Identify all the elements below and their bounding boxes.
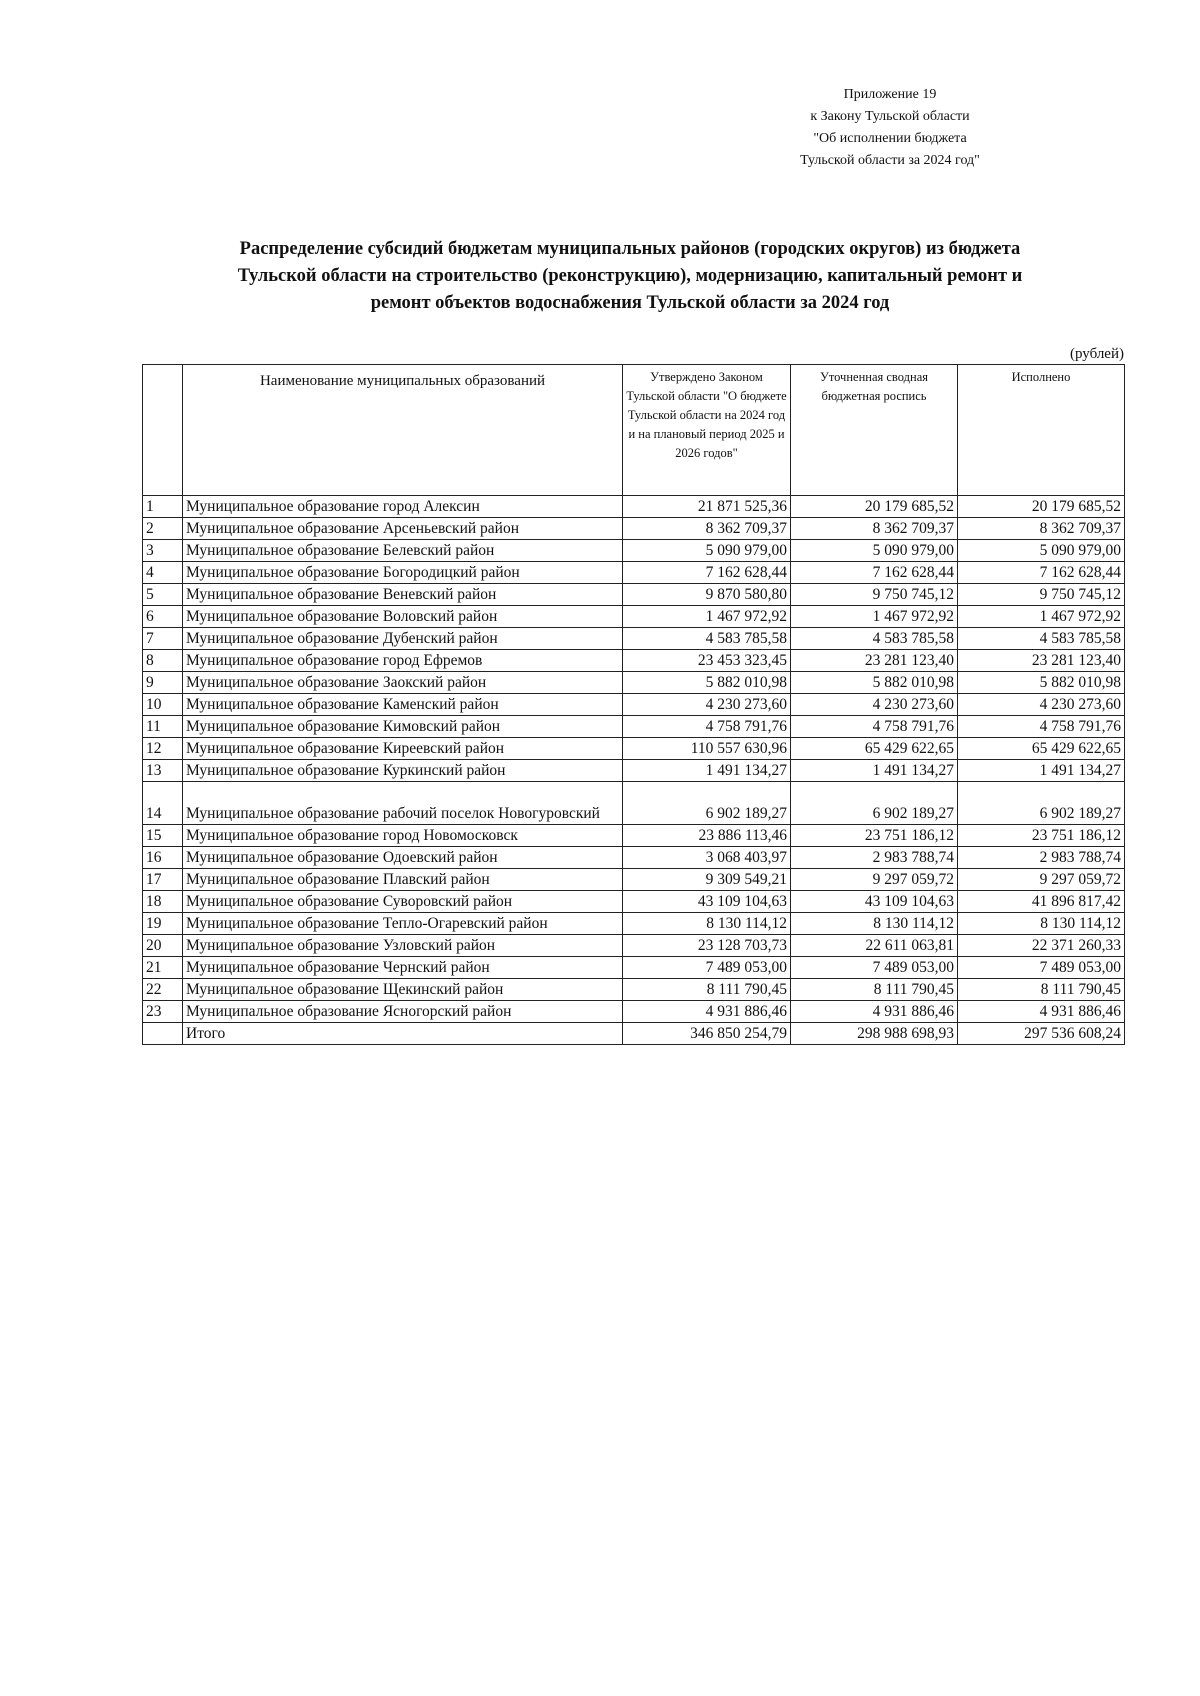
cell-approved: 8 130 114,12 (623, 913, 791, 935)
cell-name: Муниципальное образование Воловский район (183, 606, 623, 628)
cell-refined: 6 902 189,27 (791, 782, 958, 825)
cell-approved: 3 068 403,97 (623, 847, 791, 869)
cell-refined: 23 281 123,40 (791, 650, 958, 672)
table-row (143, 760, 1125, 782)
cell-approved: 6 902 189,27 (623, 782, 791, 825)
cell-executed: 1 467 972,92 (958, 606, 1125, 628)
cell-refined: 1 467 972,92 (791, 606, 958, 628)
cell-approved: 8 362 709,37 (623, 518, 791, 540)
table-row (143, 584, 1125, 606)
cell-approved: 8 111 790,45 (623, 979, 791, 1001)
cell-approved: 110 557 630,96 (623, 738, 791, 760)
header-num (143, 365, 183, 496)
cell-num: 9 (143, 672, 183, 694)
cell-refined: 4 758 791,76 (791, 716, 958, 738)
cell-name: Муниципальное образование Суворовский район (183, 891, 623, 913)
table-row (143, 891, 1125, 913)
header-approved: Утверждено Законом Тульской области "О бюджете Тульской области на 2024 год и на плановый период 2025 и 2026 годов" (623, 365, 791, 496)
cell-num: 4 (143, 562, 183, 584)
cell-refined: 1 491 134,27 (791, 760, 958, 782)
cell-executed: 23 751 186,12 (958, 825, 1125, 847)
cell-approved: 1 491 134,27 (623, 760, 791, 782)
cell-name: Муниципальное образование Кимовский район (183, 716, 623, 738)
table-row (143, 738, 1125, 760)
cell-approved: 23 886 113,46 (623, 825, 791, 847)
cell-num: 6 (143, 606, 183, 628)
cell-name: Муниципальное образование Дубенский район (183, 628, 623, 650)
table-row (143, 628, 1125, 650)
cell-refined: 2 983 788,74 (791, 847, 958, 869)
cell-approved: 43 109 104,63 (623, 891, 791, 913)
table-body (143, 496, 1125, 1045)
cell-num: 17 (143, 869, 183, 891)
cell-executed: 5 090 979,00 (958, 540, 1125, 562)
cell-approved: 5 090 979,00 (623, 540, 791, 562)
cell-refined: 4 931 886,46 (791, 1001, 958, 1023)
cell-name: Муниципальное образование Каменский район (183, 694, 623, 716)
cell-refined: 4 230 273,60 (791, 694, 958, 716)
cell-name: Муниципальное образование Богородицкий район (183, 562, 623, 584)
cell-executed: 41 896 817,42 (958, 891, 1125, 913)
cell-name: Муниципальное образование Чернский район (183, 957, 623, 979)
cell-refined: 8 130 114,12 (791, 913, 958, 935)
table-row (143, 847, 1125, 869)
cell-refined: 23 751 186,12 (791, 825, 958, 847)
cell-executed: 7 162 628,44 (958, 562, 1125, 584)
table-row (143, 694, 1125, 716)
table-row (143, 518, 1125, 540)
table-row (143, 913, 1125, 935)
title-line: ремонт объектов водоснабжения Тульской области за 2024 год (370, 293, 890, 313)
table-row (143, 782, 1125, 825)
table-row (143, 672, 1125, 694)
cell-approved: 7 162 628,44 (623, 562, 791, 584)
cell-name: Муниципальное образование Плавский район (183, 869, 623, 891)
cell-refined: 4 583 785,58 (791, 628, 958, 650)
cell-name: Муниципальное образование город Ефремов (183, 650, 623, 672)
cell-num: 23 (143, 1001, 183, 1023)
cell-refined: 8 111 790,45 (791, 979, 958, 1001)
cell-num (143, 1023, 183, 1045)
appendix-line: к Закону Тульской области (810, 109, 970, 124)
table-row (143, 935, 1125, 957)
subsidy-table (142, 364, 1125, 1045)
cell-approved: 23 128 703,73 (623, 935, 791, 957)
cell-approved: 346 850 254,79 (623, 1023, 791, 1045)
appendix-line: Приложение 19 (843, 87, 937, 102)
cell-approved: 21 871 525,36 (623, 496, 791, 518)
units-label: (рублей) (1069, 346, 1124, 362)
cell-refined: 9 750 745,12 (791, 584, 958, 606)
cell-name: Муниципальное образование Узловский район (183, 935, 623, 957)
cell-approved: 23 453 323,45 (623, 650, 791, 672)
cell-num: 14 (143, 782, 183, 825)
cell-executed: 8 130 114,12 (958, 913, 1125, 935)
cell-name: Муниципальное образование Заокский район (183, 672, 623, 694)
cell-num: 18 (143, 891, 183, 913)
cell-approved: 4 583 785,58 (623, 628, 791, 650)
cell-executed: 1 491 134,27 (958, 760, 1125, 782)
table-row (143, 869, 1125, 891)
cell-refined: 5 090 979,00 (791, 540, 958, 562)
cell-name: Муниципальное образование Белевский район (183, 540, 623, 562)
cell-num: 13 (143, 760, 183, 782)
title-line: Тульской области на строительство (реконструкцию), модернизацию, капитальный ремонт и (237, 266, 1023, 286)
table-row (143, 606, 1125, 628)
cell-num: 8 (143, 650, 183, 672)
cell-refined: 20 179 685,52 (791, 496, 958, 518)
cell-executed: 9 750 745,12 (958, 584, 1125, 606)
table-row (143, 562, 1125, 584)
header-executed: Исполнено (958, 365, 1125, 496)
table-row (143, 540, 1125, 562)
cell-refined: 43 109 104,63 (791, 891, 958, 913)
cell-num: 20 (143, 935, 183, 957)
appendix-line: "Об исполнении бюджета (813, 131, 967, 146)
cell-executed: 4 230 273,60 (958, 694, 1125, 716)
cell-approved: 5 882 010,98 (623, 672, 791, 694)
cell-executed: 5 882 010,98 (958, 672, 1125, 694)
cell-name: Муниципальное образование Киреевский район (183, 738, 623, 760)
cell-approved: 4 230 273,60 (623, 694, 791, 716)
table-row (143, 1001, 1125, 1023)
document-title (150, 236, 1110, 317)
cell-name: Муниципальное образование Ясногорский район (183, 1001, 623, 1023)
cell-name: Муниципальное образование Щекинский район (183, 979, 623, 1001)
cell-num: 11 (143, 716, 183, 738)
cell-approved: 4 758 791,76 (623, 716, 791, 738)
cell-num: 22 (143, 979, 183, 1001)
cell-num: 16 (143, 847, 183, 869)
cell-refined: 8 362 709,37 (791, 518, 958, 540)
cell-name: Муниципальное образование Веневский район (183, 584, 623, 606)
appendix-line: Тульской области за 2024 год" (800, 153, 980, 168)
cell-refined: 7 489 053,00 (791, 957, 958, 979)
table-row (143, 957, 1125, 979)
cell-executed: 2 983 788,74 (958, 847, 1125, 869)
cell-refined: 7 162 628,44 (791, 562, 958, 584)
cell-approved: 9 870 580,80 (623, 584, 791, 606)
cell-name: Муниципальное образование Арсеньевский район (183, 518, 623, 540)
cell-approved: 1 467 972,92 (623, 606, 791, 628)
cell-executed: 4 758 791,76 (958, 716, 1125, 738)
table-row (143, 496, 1125, 518)
cell-executed: 297 536 608,24 (958, 1023, 1125, 1045)
cell-name: Муниципальное образование город Алексин (183, 496, 623, 518)
cell-executed: 8 362 709,37 (958, 518, 1125, 540)
cell-executed: 22 371 260,33 (958, 935, 1125, 957)
header-refined: Уточненная сводная бюджетная роспись (791, 365, 958, 496)
cell-executed: 20 179 685,52 (958, 496, 1125, 518)
table-row (143, 979, 1125, 1001)
table-row (143, 650, 1125, 672)
cell-executed: 6 902 189,27 (958, 782, 1125, 825)
cell-name: Муниципальное образование рабочий поселок Новогуровский (183, 782, 623, 825)
cell-num: 21 (143, 957, 183, 979)
total-row (143, 1023, 1125, 1045)
cell-executed: 9 297 059,72 (958, 869, 1125, 891)
cell-num: 1 (143, 496, 183, 518)
cell-name: Итого (183, 1023, 623, 1045)
cell-executed: 4 931 886,46 (958, 1001, 1125, 1023)
cell-refined: 9 297 059,72 (791, 869, 958, 891)
header-name: Наименование муниципальных образований (183, 365, 623, 496)
cell-name: Муниципальное образование город Новомосковск (183, 825, 623, 847)
cell-num: 12 (143, 738, 183, 760)
cell-num: 5 (143, 584, 183, 606)
cell-executed: 23 281 123,40 (958, 650, 1125, 672)
cell-approved: 4 931 886,46 (623, 1001, 791, 1023)
cell-name: Муниципальное образование Куркинский район (183, 760, 623, 782)
cell-num: 10 (143, 694, 183, 716)
table-row (143, 716, 1125, 738)
cell-executed: 7 489 053,00 (958, 957, 1125, 979)
cell-approved: 7 489 053,00 (623, 957, 791, 979)
cell-num: 19 (143, 913, 183, 935)
cell-executed: 65 429 622,65 (958, 738, 1125, 760)
cell-executed: 8 111 790,45 (958, 979, 1125, 1001)
cell-num: 2 (143, 518, 183, 540)
table-row (143, 825, 1125, 847)
cell-refined: 65 429 622,65 (791, 738, 958, 760)
appendix-block (720, 84, 1060, 172)
cell-num: 15 (143, 825, 183, 847)
cell-executed: 4 583 785,58 (958, 628, 1125, 650)
cell-refined: 5 882 010,98 (791, 672, 958, 694)
cell-approved: 9 309 549,21 (623, 869, 791, 891)
cell-num: 7 (143, 628, 183, 650)
cell-name: Муниципальное образование Одоевский район (183, 847, 623, 869)
cell-num: 3 (143, 540, 183, 562)
table-header-row (143, 365, 1125, 496)
cell-refined: 298 988 698,93 (791, 1023, 958, 1045)
cell-name: Муниципальное образование Тепло-Огаревский район (183, 913, 623, 935)
cell-refined: 22 611 063,81 (791, 935, 958, 957)
title-line: Распределение субсидий бюджетам муниципальных районов (городских округов) из бюджета (239, 239, 1021, 259)
